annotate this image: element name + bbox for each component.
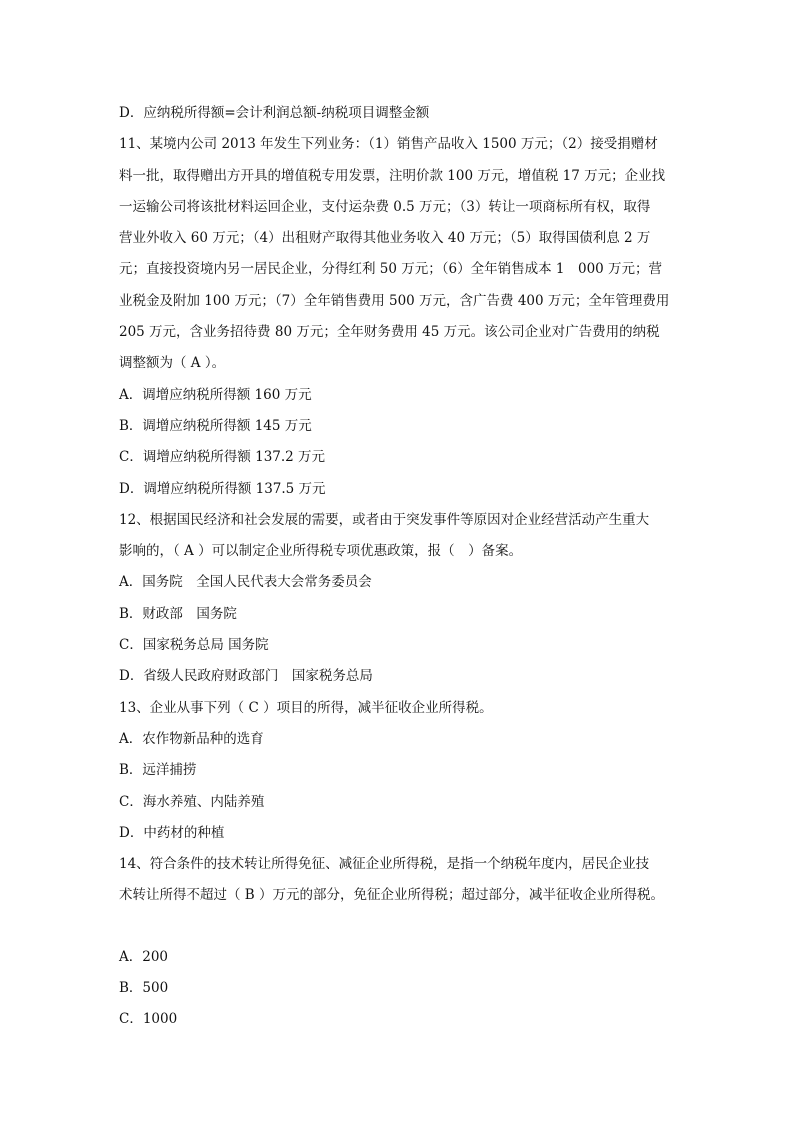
- option-b-q11: B．调增应纳税所得额 145 万元: [119, 417, 312, 434]
- option-c-q13: C．海水养殖、内陆养殖: [119, 793, 265, 810]
- question-14-line-2: 术转让所得不超过（ B ）万元的部分，免征企业所得税；超过部分，减半征收企业所得税。: [119, 887, 665, 904]
- option-b-q13: B．远洋捕捞: [119, 762, 197, 779]
- question-11-line-8: 调整额为（ A ）。: [119, 355, 226, 372]
- question-11-line-7: 205 万元，含业务招待费 80 万元；全年财务费用 45 万元。该公司企业对广告费用的纳税: [119, 324, 660, 341]
- option-d-q10: D．应纳税所得额=会计利润总额-纳税项目调整金额: [119, 105, 430, 121]
- option-b-q14: B．500: [119, 980, 169, 997]
- question-14-line-1: 14、符合条件的技术转让所得免征、减征企业所得税，是指一个纳税年度内，居民企业技: [119, 856, 650, 873]
- option-a-q11: A．调增应纳税所得额 160 万元: [119, 386, 312, 403]
- question-11-line-2: 料一批，取得赠出方开具的增值税专用发票，注明价款 100 万元，增值税 17 万元；企业找: [119, 167, 666, 184]
- option-a-q14: A．200: [119, 948, 169, 965]
- option-c-q12: C．国家税务总局 国务院: [119, 637, 269, 654]
- question-11-line-6: 业税金及附加 100 万元；（7）全年销售费用 500 万元，含广告费 400 万元；全年管理费用: [119, 292, 670, 309]
- question-11-line-1: 11、某境内公司 2013 年发生下列业务：（1）销售产品收入 1500 万元；（2）接受捐赠材: [119, 136, 658, 153]
- document-body: [119, 98, 689, 1036]
- question-11-line-5: 元；直接投资境内另一居民企业，分得红利 50 万元；（6）全年销售成本 1 000 万元；营: [119, 261, 663, 278]
- option-c-q14: C．1000: [119, 1011, 178, 1028]
- option-d-q11: D．调增应纳税所得额 137.5 万元: [119, 480, 326, 497]
- question-11-line-4: 营业外收入 60 万元；（4）出租财产取得其他业务收入 40 万元；（5）取得国债利息 2 万: [119, 230, 651, 247]
- option-a-q13: A．农作物新品种的选育: [119, 730, 264, 747]
- option-c-q11: C．调增应纳税所得额 137.2 万元: [119, 449, 326, 466]
- question-12-line-1: 12、根据国民经济和社会发展的需要，或者由于突发事件等原因对企业经营活动产生重大: [119, 511, 650, 528]
- option-a-q12: A．国务院 全国人民代表大会常务委员会: [119, 574, 372, 591]
- option-b-q12: B．财政部 国务院: [119, 605, 237, 622]
- question-12-line-2: 影响的，（ A ）可以制定企业所得税专项优惠政策，报（ ）备案。: [119, 543, 523, 560]
- option-d-q12: D．省级人民政府财政部门 国家税务总局: [119, 668, 373, 685]
- question-13: 13、企业从事下列（ C ）项目的所得，减半征收企业所得税。: [119, 699, 493, 716]
- paragraph-gap: [119, 912, 689, 942]
- option-d-q13: D．中药材的种植: [119, 824, 225, 841]
- question-11-line-3: 一运输公司将该批材料运回企业，支付运杂费 0.5 万元；（3）转让一项商标所有权，取得: [119, 198, 651, 215]
